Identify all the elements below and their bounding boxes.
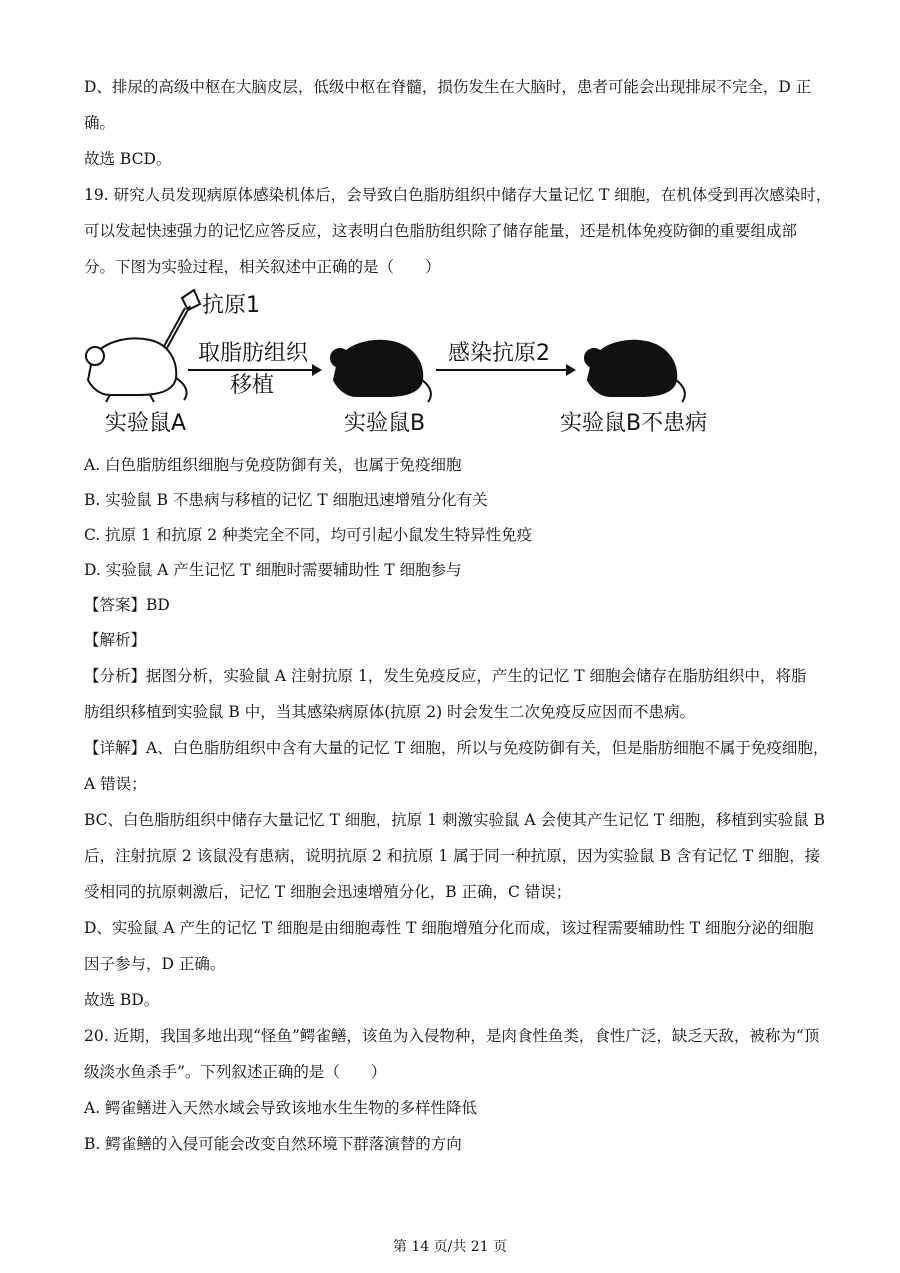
text-line: 故选 BD。 — [84, 991, 160, 1009]
option-c: C. 抗原 1 和抗原 2 种类完全不同，均可引起小鼠发生特异性免疫 — [84, 526, 533, 544]
text-line: 故选 BCD。 — [84, 150, 172, 168]
mouse-b-result-label: 实验鼠B不患病 — [560, 411, 708, 436]
analysis-heading: 【解析】 — [84, 631, 147, 649]
black-mouse-icon — [331, 341, 431, 402]
option-b: B. 鳄雀鳝的入侵可能会改变自然环境下群落演替的方向 — [84, 1135, 462, 1153]
white-mouse-icon — [86, 338, 187, 402]
text-line: 【详解】A、白色脂肪组织中含有大量的记忆 T 细胞，所以与免疫防御有关，但是脂肪细胞不属于免疫细胞， — [84, 739, 829, 757]
black-mouse-icon — [585, 341, 685, 402]
option-b: B. 实验鼠 B 不患病与移植的记忆 T 细胞迅速增殖分化有关 — [84, 491, 488, 509]
text-line: 受相同的抗原刺激后，记忆 T 细胞会迅速增殖分化，B 正确，C 错误； — [84, 883, 572, 901]
arrow-2-label: 感染抗原2 — [448, 341, 550, 366]
experiment-diagram — [0, 280, 900, 450]
question-20-text: 20. 近期，我国多地出现“怪鱼”鳄雀鳝，该鱼为入侵物种，是肉食性鱼类，食性广泛，缺乏天敌，被称为“顶 — [84, 1027, 820, 1045]
page-footer: 第 14 页/共 21 页 — [392, 1239, 508, 1255]
arrow-1-label-line1: 取脂肪组织 — [198, 341, 309, 366]
text-line: 确。 — [84, 114, 116, 132]
question-19-text: 19. 研究人员发现病原体感染机体后，会导致白色脂肪组织中储存大量记忆 T 细胞，在机体受到再次感染时， — [84, 186, 832, 204]
text-line: BC、白色脂肪组织中储存大量记忆 T 细胞，抗原 1 刺激实验鼠 A 会使其产生记忆 T 细胞，移植到实验鼠 B — [84, 811, 826, 829]
arrow-1-head — [312, 364, 322, 376]
arrow-2-head — [566, 364, 576, 376]
text-line: 级淡水鱼杀手”。下列叙述正确的是（ ） — [84, 1063, 387, 1081]
antigen1-label: 抗原1 — [202, 293, 260, 318]
arrow-1-label-line2: 移植 — [230, 373, 275, 398]
text-line: D、排尿的高级中枢在大脑皮层，低级中枢在脊髓，损伤发生在大脑时，患者可能会出现排尿不完全，D 正 — [84, 78, 812, 96]
text-line: 肪组织移植到实验鼠 B 中，当其感染病原体(抗原 2) 时会发生二次免疫反应因而不患病。 — [84, 703, 696, 721]
mouse-a-label: 实验鼠A — [105, 411, 187, 436]
text-line: 【分析】据图分析，实验鼠 A 注射抗原 1，发生免疫反应，产生的记忆 T 细胞会储存在脂肪组织中，将脂 — [84, 667, 807, 685]
text-line: 可以发起快速强力的记忆应答反应，这表明白色脂肪组织除了储存能量，还是机体免疫防御的重要组成部 — [84, 222, 798, 240]
mouse-b-label: 实验鼠B — [344, 411, 426, 436]
option-a: A. 鳄雀鳝进入天然水域会导致该地水生生物的多样性降低 — [84, 1099, 478, 1117]
option-a: A. 白色脂肪组织细胞与免疫防御有关，也属于免疫细胞 — [84, 456, 462, 474]
answer: 【答案】BD — [84, 596, 170, 614]
text-line: A 错误； — [84, 775, 147, 793]
text-line: D、实验鼠 A 产生的记忆 T 细胞是由细胞毒性 T 细胞增殖分化而成，该过程需要辅助性 T 细胞分泌的细胞 — [84, 919, 814, 937]
option-d: D. 实验鼠 A 产生记忆 T 细胞时需要辅助性 T 细胞参与 — [84, 561, 462, 579]
syringe-icon — [162, 290, 200, 350]
text-line: 分。下图为实验过程，相关叙述中正确的是（ ） — [84, 258, 441, 276]
text-line: 后，注射抗原 2 该鼠没有患病，说明抗原 2 和抗原 1 属于同一种抗原，因为实验鼠 B 含有记忆 T 细胞，接 — [84, 847, 821, 865]
text-line: 因子参与，D 正确。 — [84, 955, 226, 973]
